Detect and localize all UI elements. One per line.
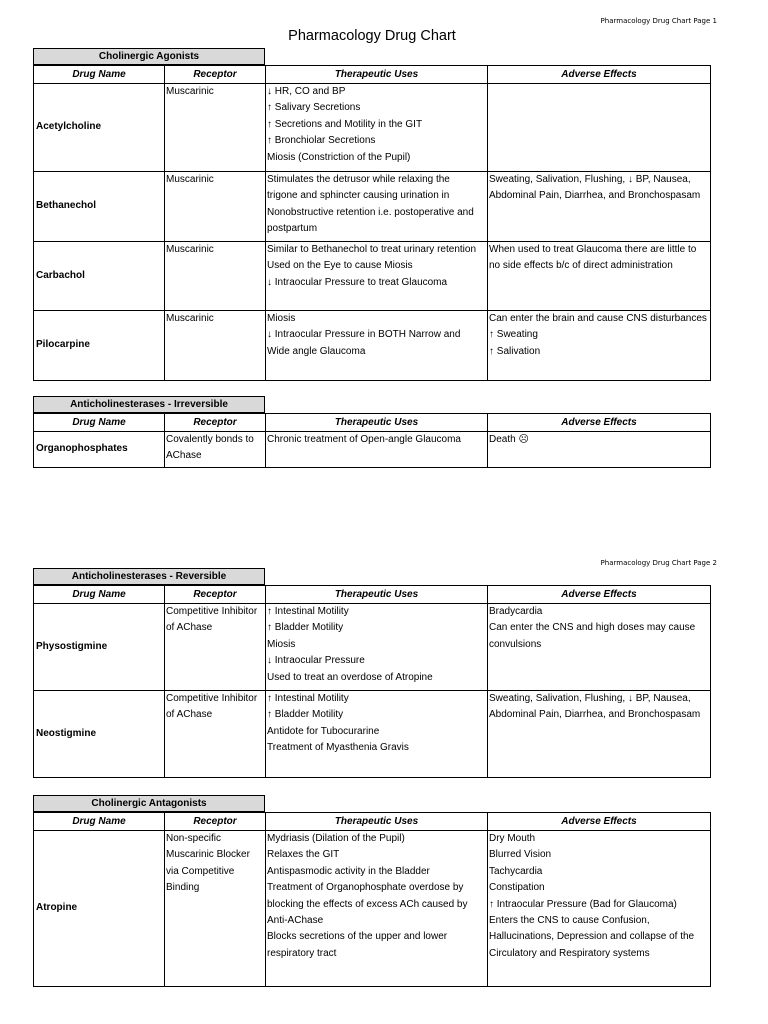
drug-name: Organophosphates	[34, 432, 165, 468]
table-row	[34, 604, 711, 691]
receptor-cell-line: Covalently bonds to	[166, 434, 254, 445]
receptor-cell-line: Competitive Inhibitor	[166, 606, 258, 617]
therapeutic-uses-cell-line: ↑ Intestinal Motility	[267, 693, 349, 704]
adverse-effects-cell-line: Enters the CNS to cause Confusion,	[489, 915, 650, 927]
header-row	[34, 813, 711, 831]
therapeutic-uses-cell-line: Anti-AChase	[267, 915, 324, 927]
drug-name: Pilocarpine	[34, 311, 165, 381]
receptor-cell-line: Muscarinic	[166, 244, 214, 255]
therapeutic-uses-cell-line: Used to treat an overdose of Atropine	[267, 671, 433, 683]
col-header-therapeutic-uses: Therapeutic Uses	[266, 414, 488, 432]
drug-table	[33, 65, 711, 381]
receptor-cell	[165, 311, 266, 381]
header-row	[34, 66, 711, 84]
therapeutic-uses-cell-line: Stimulates the detrusor while relaxing the	[267, 174, 450, 185]
therapeutic-uses-cell-line: Treatment of Organophosphate overdose by	[267, 882, 464, 894]
adverse-effects-cell-line: When used to treat Glaucoma there are little to	[489, 244, 697, 255]
table-row	[34, 432, 711, 468]
drug-table	[33, 812, 711, 987]
adverse-effects-cell-line: Blurred Vision	[489, 849, 552, 861]
col-header-adverse-effects: Adverse Effects	[488, 66, 711, 84]
receptor-cell	[165, 691, 266, 778]
adverse-effects-cell-line: convulsions	[489, 638, 542, 650]
adverse-effects-cell-line: Abdominal Pain, Diarrhea, and Bronchospasam	[489, 709, 701, 721]
receptor-cell-line: Competitive Inhibitor	[166, 693, 258, 704]
therapeutic-uses-cell-line: respiratory tract	[267, 947, 337, 959]
receptor-cell-line: Muscarinic	[166, 174, 214, 185]
therapeutic-uses-cell-line: ↑ Intestinal Motility	[267, 606, 349, 617]
drug-table	[33, 413, 711, 468]
adverse-effects-cell	[488, 604, 711, 691]
adverse-effects-cell-line: Can enter the brain and cause CNS disturbances	[489, 313, 707, 324]
receptor-cell-line: AChase	[166, 450, 202, 462]
therapeutic-uses-cell-line: Treatment of Myasthenia Gravis	[267, 742, 409, 754]
col-header-drug-name: Drug Name	[34, 66, 165, 84]
adverse-effects-cell-line: Bradycardia	[489, 606, 543, 617]
drug-name: Atropine	[34, 831, 165, 987]
therapeutic-uses-cell	[266, 831, 488, 987]
therapeutic-uses-cell-line: Chronic treatment of Open-angle Glaucoma	[267, 434, 461, 445]
therapeutic-uses-cell-line: Miosis (Constriction of the Pupil)	[267, 151, 411, 163]
therapeutic-uses-cell-line: ↑ Bladder Motility	[267, 622, 344, 634]
therapeutic-uses-cell	[266, 172, 488, 242]
drug-name: Carbachol	[34, 242, 165, 311]
adverse-effects-cell-line: Sweating, Salivation, Flushing, ↓ BP, Nausea,	[489, 693, 691, 704]
therapeutic-uses-cell	[266, 242, 488, 311]
col-header-therapeutic-uses: Therapeutic Uses	[266, 66, 488, 84]
therapeutic-uses-cell-line: postpartum	[267, 223, 318, 235]
receptor-cell	[165, 831, 266, 987]
adverse-effects-cell-line: Can enter the CNS and high doses may cause	[489, 622, 696, 634]
receptor-cell-line: of AChase	[166, 709, 213, 721]
therapeutic-uses-cell-line: ↓ HR, CO and BP	[267, 86, 346, 97]
adverse-effects-cell-line: ↑ Salivation	[489, 345, 541, 357]
col-header-receptor: Receptor	[165, 66, 266, 84]
receptor-cell-line: of AChase	[166, 622, 213, 634]
drug-name: Acetylcholine	[34, 84, 165, 172]
table-row	[34, 691, 711, 778]
therapeutic-uses-cell-line: Used on the Eye to cause Miosis	[267, 260, 413, 272]
therapeutic-uses-cell-line: Miosis	[267, 638, 296, 650]
adverse-effects-cell-line: ↑ Intraocular Pressure (Bad for Glaucoma)	[489, 898, 677, 910]
col-header-drug-name: Drug Name	[34, 414, 165, 432]
section-title: Anticholinesterases - Reversible	[33, 568, 265, 585]
therapeutic-uses-cell-line: trigone and sphincter causing urination in	[267, 190, 450, 202]
adverse-effects-cell	[488, 691, 711, 778]
col-header-receptor: Receptor	[165, 414, 266, 432]
adverse-effects-cell	[488, 311, 711, 381]
drug-name: Neostigmine	[34, 691, 165, 778]
receptor-cell	[165, 242, 266, 311]
col-header-receptor: Receptor	[165, 586, 266, 604]
col-header-receptor: Receptor	[165, 813, 266, 831]
page-header-2: Pharmacology Drug Chart Page 2	[600, 559, 717, 567]
table-row	[34, 172, 711, 242]
table-row	[34, 242, 711, 311]
therapeutic-uses-cell-line: Antispasmodic activity in the Bladder	[267, 865, 430, 877]
therapeutic-uses-cell	[266, 84, 488, 172]
therapeutic-uses-cell-line: Similar to Bethanechol to treat urinary retention	[267, 244, 476, 255]
adverse-effects-cell-line: Constipation	[489, 882, 545, 894]
col-header-adverse-effects: Adverse Effects	[488, 813, 711, 831]
table-row	[34, 831, 711, 987]
document-title: Pharmacology Drug Chart	[288, 28, 456, 44]
adverse-effects-cell-line: Tachycardia	[489, 865, 543, 877]
therapeutic-uses-cell-line: Blocks secretions of the upper and lower	[267, 931, 448, 943]
receptor-cell	[165, 432, 266, 468]
therapeutic-uses-cell-line: Relaxes the GIT	[267, 849, 340, 861]
page-header-1: Pharmacology Drug Chart Page 1	[600, 17, 717, 25]
section-title: Anticholinesterases - Irreversible	[33, 396, 265, 413]
adverse-effects-cell-line: Hallucinations, Depression and collapse of the	[489, 931, 695, 943]
therapeutic-uses-cell-line: Mydriasis (Dilation of the Pupil)	[267, 833, 405, 844]
therapeutic-uses-cell-line: ↑ Bronchiolar Secretions	[267, 135, 376, 147]
receptor-cell-line: Muscarinic	[166, 86, 214, 97]
therapeutic-uses-cell	[266, 691, 488, 778]
receptor-cell-line: Muscarinic Blocker	[166, 849, 250, 861]
therapeutic-uses-cell-line: Nonobstructive retention i.e. postoperative and	[267, 206, 474, 218]
adverse-effects-cell-line: Dry Mouth	[489, 833, 536, 844]
therapeutic-uses-cell-line: ↓ Intraocular Pressure to treat Glaucoma	[267, 276, 448, 288]
table-row	[34, 311, 711, 381]
drug-name: Bethanechol	[34, 172, 165, 242]
therapeutic-uses-cell-line: blocking the effects of excess ACh caused by	[267, 898, 468, 910]
drug-name: Physostigmine	[34, 604, 165, 691]
receptor-cell	[165, 172, 266, 242]
therapeutic-uses-cell	[266, 432, 488, 468]
section-title: Cholinergic Agonists	[33, 48, 265, 65]
receptor-cell-line: Binding	[166, 882, 200, 894]
adverse-effects-cell-line: Sweating, Salivation, Flushing, ↓ BP, Nausea,	[489, 174, 691, 185]
therapeutic-uses-cell-line: Antidote for Tubocurarine	[267, 725, 380, 737]
therapeutic-uses-cell-line: Miosis	[267, 313, 296, 324]
therapeutic-uses-cell-line: ↓ Intraocular Pressure	[267, 655, 365, 667]
therapeutic-uses-cell	[266, 604, 488, 691]
therapeutic-uses-cell-line: ↑ Salivary Secretions	[267, 102, 361, 114]
therapeutic-uses-cell-line: ↑ Secretions and Motility in the GIT	[267, 118, 423, 130]
col-header-adverse-effects: Adverse Effects	[488, 414, 711, 432]
drug-table	[33, 585, 711, 778]
col-header-drug-name: Drug Name	[34, 586, 165, 604]
section-title: Cholinergic Antagonists	[33, 795, 265, 812]
therapeutic-uses-cell-line: Wide angle Glaucoma	[267, 345, 366, 357]
adverse-effects-cell-line: Death ☹	[489, 434, 529, 445]
table-row	[34, 84, 711, 172]
receptor-cell	[165, 604, 266, 691]
therapeutic-uses-cell-line: ↓ Intraocular Pressure in BOTH Narrow and	[267, 329, 461, 341]
therapeutic-uses-cell-line: ↑ Bladder Motility	[267, 709, 344, 721]
adverse-effects-cell-line: Circulatory and Respiratory systems	[489, 947, 650, 959]
receptor-cell-line: Muscarinic	[166, 313, 214, 324]
adverse-effects-cell-line: Abdominal Pain, Diarrhea, and Bronchospasam	[489, 190, 701, 202]
header-row	[34, 586, 711, 604]
header-row	[34, 414, 711, 432]
receptor-cell-line: via Competitive	[166, 865, 235, 877]
receptor-cell	[165, 84, 266, 172]
col-header-drug-name: Drug Name	[34, 813, 165, 831]
adverse-effects-cell	[488, 831, 711, 987]
col-header-therapeutic-uses: Therapeutic Uses	[266, 586, 488, 604]
adverse-effects-cell	[488, 242, 711, 311]
col-header-therapeutic-uses: Therapeutic Uses	[266, 813, 488, 831]
adverse-effects-cell-line: ↑ Sweating	[489, 329, 538, 341]
therapeutic-uses-cell	[266, 311, 488, 381]
receptor-cell-line: Non-specific	[166, 833, 222, 844]
adverse-effects-cell	[488, 172, 711, 242]
adverse-effects-cell	[488, 84, 711, 172]
col-header-adverse-effects: Adverse Effects	[488, 586, 711, 604]
adverse-effects-cell-line: no side effects b/c of direct administration	[489, 260, 673, 272]
adverse-effects-cell	[488, 432, 711, 468]
